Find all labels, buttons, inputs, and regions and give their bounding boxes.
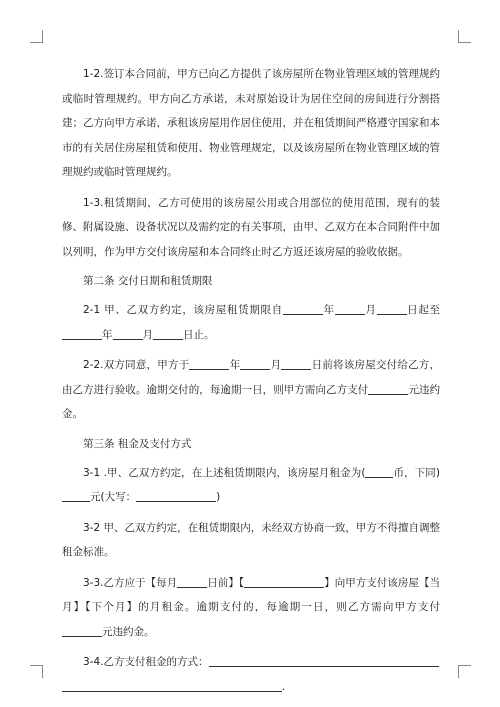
clause-3-3-text-d: 元违约金。 bbox=[102, 625, 155, 638]
delivery-year-blank[interactable] bbox=[189, 357, 229, 370]
clause-2-1-text-e: 年 bbox=[102, 328, 113, 341]
clause-3-3-text-c: 】向甲方支付该房屋【当月】【下个月】的月租金。逾期支付的，每逾期一日，则乙方需向甲方支付 bbox=[62, 576, 440, 613]
clause-3-3-text-b: 日前】【 bbox=[207, 576, 245, 589]
clause-2-1-text-a: 2-1 甲、乙双方约定，该房屋租赁期限自 bbox=[83, 304, 283, 316]
clause-3-3 bbox=[62, 571, 440, 645]
payment-method-blank-line-2[interactable] bbox=[62, 679, 282, 692]
clause-3-1 bbox=[62, 461, 440, 510]
crop-mark-top-left bbox=[30, 30, 43, 43]
clause-2-1-text-d: 日起至 bbox=[406, 304, 441, 316]
clause-2-1-text-f: 月 bbox=[142, 328, 153, 341]
payment-method-blank-line-1[interactable] bbox=[209, 654, 439, 667]
clause-2-1-text-g: 日止。 bbox=[183, 328, 215, 341]
clause-2-2 bbox=[62, 353, 440, 427]
start-month-blank[interactable] bbox=[335, 302, 365, 315]
end-day-blank[interactable] bbox=[153, 327, 183, 340]
end-month-blank[interactable] bbox=[113, 327, 143, 340]
clause-3-3-text-a: 3-3.乙方应于【每月 bbox=[83, 576, 178, 589]
clause-2-1-text-c: 月 bbox=[364, 304, 377, 316]
article-3-heading: 第三条 租金及支付方式 bbox=[83, 437, 192, 450]
clause-1-2: 1-2.签订本合同前，甲方已向乙方提供了该房屋所在物业管理区域的管理规约或临时管理规约。甲方向乙方承诺，未对原始设计为居住空间的房间进行分割搭建；乙方向甲方承诺，承租该房屋用作居住使用，并在租赁期间严格遵守国家和本市的有关居住房屋租赁和使用、物业管理规定，以及该房屋所在物业管理区域的管理规约或临时管理规约。 bbox=[62, 68, 440, 178]
currency-blank[interactable] bbox=[365, 465, 393, 478]
article-2-heading: 第二条 交付日期和租赁期限 bbox=[83, 275, 213, 287]
clause-2-2-text-d: 日前将该房屋交付给乙方，由乙方进行验收。逾期交付的，每逾期一日，则甲方需向乙方支付 bbox=[62, 359, 441, 396]
crop-mark-bottom-right bbox=[458, 665, 471, 678]
clause-3-4 bbox=[62, 650, 440, 675]
clause-2-2-text-b: 年 bbox=[229, 359, 241, 371]
payment-period-blank[interactable] bbox=[244, 575, 324, 588]
crop-mark-bottom-left bbox=[30, 665, 43, 678]
delivery-month-blank[interactable] bbox=[240, 357, 270, 370]
late-payment-penalty-blank[interactable] bbox=[62, 624, 102, 637]
clause-2-1-text-b: 年 bbox=[322, 304, 335, 316]
clause-2-2-text-a: 2-2.双方同意，甲方于 bbox=[83, 359, 190, 371]
clause-2-2-text-e: 元违约金。 bbox=[62, 383, 440, 420]
clause-2-2-text-c: 月 bbox=[270, 359, 282, 371]
monthly-rent-blank[interactable] bbox=[62, 489, 90, 502]
clause-3-4-text-b: . bbox=[282, 680, 286, 693]
rent-in-words-blank[interactable] bbox=[136, 489, 216, 502]
clause-2-1 bbox=[62, 298, 440, 347]
document-page bbox=[62, 62, 440, 705]
start-day-blank[interactable] bbox=[377, 302, 407, 315]
clause-3-2: 3-2 甲、乙双方约定，在租赁期限内，未经双方协商一致，甲方不得擅自调整租金标准。 bbox=[62, 521, 440, 558]
payment-day-blank[interactable] bbox=[177, 575, 207, 588]
clause-3-4-text-a: 3-4.乙方支付租金的方式： bbox=[83, 656, 209, 668]
clause-3-1-text-b: 币，下同) bbox=[393, 466, 440, 479]
clause-3-4-continuation bbox=[62, 675, 440, 700]
crop-mark-top-right bbox=[458, 30, 471, 43]
late-delivery-penalty-blank[interactable] bbox=[368, 382, 408, 395]
clause-3-1-text-d: ) bbox=[216, 491, 221, 503]
start-year-blank[interactable] bbox=[283, 302, 323, 315]
clause-3-1-text-c: 元(大写： bbox=[90, 491, 137, 503]
clause-1-3: 1-3.租赁期间，乙方可使用的该房屋公用或合用部位的使用范围，现有的装修、附属设施、设备状况以及需约定的有关事项，由甲、乙双方在本合同附件中加以列明，作为甲方交付该房屋和本合同终止时乙方返还该房屋的验收依据。 bbox=[62, 196, 440, 258]
delivery-day-blank[interactable] bbox=[281, 357, 311, 370]
end-year-blank[interactable] bbox=[62, 327, 102, 340]
clause-3-1-text-a: 3-1 .甲、乙双方约定，在上述租赁期限内，该房屋月租金为( bbox=[83, 466, 366, 479]
